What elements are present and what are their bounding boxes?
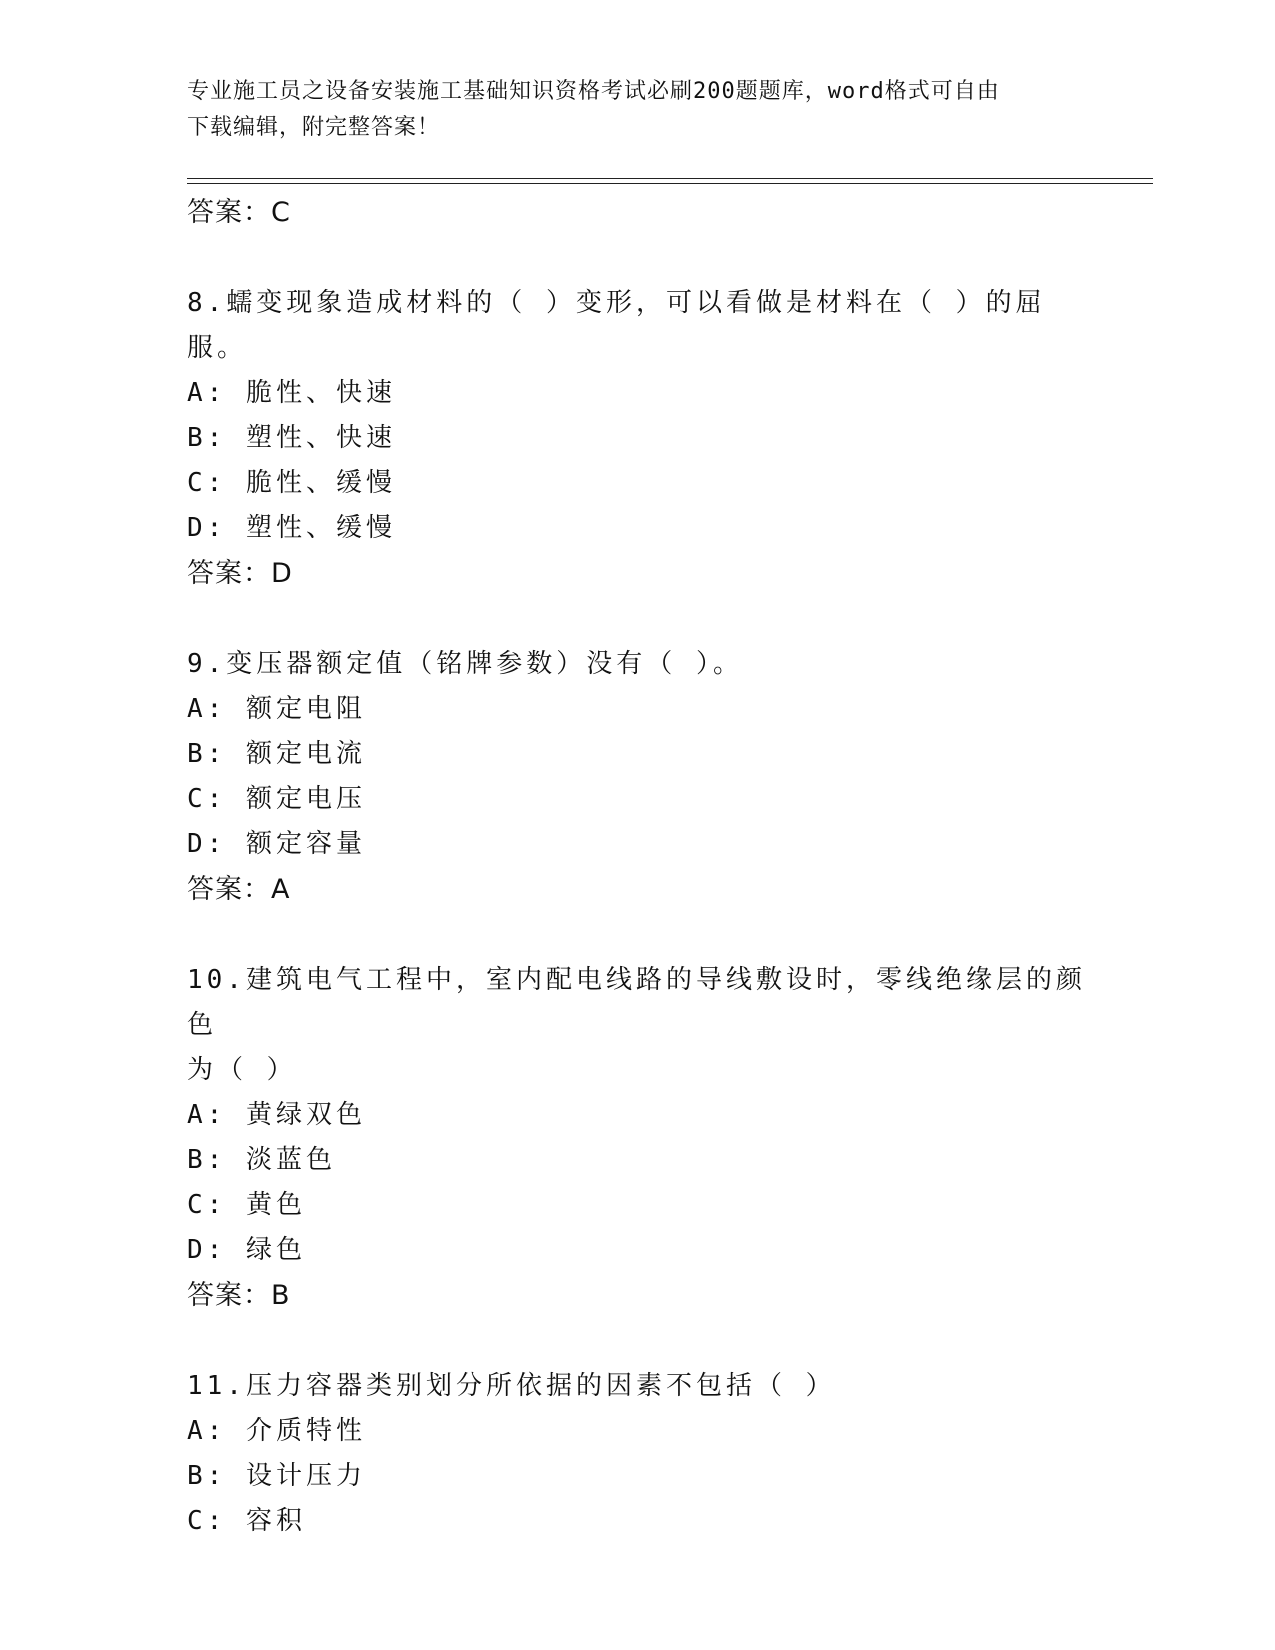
header-line-1: 专业施工员之设备安装施工基础知识资格考试必刷200题题库，word格式可自由 bbox=[187, 79, 1000, 104]
option-d: D: 绿色 bbox=[187, 1235, 306, 1265]
header-divider-top bbox=[187, 178, 1153, 179]
option-a: A: 黄绿双色 bbox=[187, 1100, 366, 1130]
option-c: C: 额定电压 bbox=[187, 784, 366, 814]
option-c: C: 脆性、缓慢 bbox=[187, 468, 396, 498]
option-b: B: 设计压力 bbox=[187, 1461, 366, 1491]
question-9: 9.变压器额定值（铭牌参数）没有（ ）。 bbox=[187, 649, 743, 679]
header-divider-bottom bbox=[187, 183, 1153, 184]
question-list bbox=[187, 190, 1087, 1544]
option-b: B: 塑性、快速 bbox=[187, 423, 396, 453]
question-10-line-2: 为（ ） bbox=[187, 1055, 297, 1085]
answer-line: 答案：C bbox=[187, 197, 291, 228]
option-b: B: 额定电流 bbox=[187, 739, 366, 769]
option-d: D: 塑性、缓慢 bbox=[187, 513, 396, 543]
header-line-2: 下载编辑，附完整答案！ bbox=[187, 115, 441, 140]
option-a: A: 脆性、快速 bbox=[187, 378, 396, 408]
option-a: A: 介质特性 bbox=[187, 1416, 366, 1446]
question-11: 11.压力容器类别划分所依据的因素不包括（ ） bbox=[187, 1371, 836, 1401]
option-c: C: 容积 bbox=[187, 1506, 306, 1536]
answer-line: 答案：A bbox=[187, 874, 291, 905]
question-10-line-1: 10.建筑电气工程中，室内配电线路的导线敷设时，零线绝缘层的颜色 bbox=[187, 965, 1086, 1040]
answer-line: 答案：B bbox=[187, 1280, 291, 1311]
answer-line: 答案：D bbox=[187, 558, 293, 589]
option-b: B: 淡蓝色 bbox=[187, 1145, 336, 1175]
question-8: 8.蠕变现象造成材料的（ ）变形，可以看做是材料在（ ）的屈服。 bbox=[187, 288, 1046, 363]
option-c: C: 黄色 bbox=[187, 1190, 306, 1220]
option-a: A: 额定电阻 bbox=[187, 694, 366, 724]
document-header bbox=[187, 74, 1067, 146]
option-d: D: 额定容量 bbox=[187, 829, 366, 859]
